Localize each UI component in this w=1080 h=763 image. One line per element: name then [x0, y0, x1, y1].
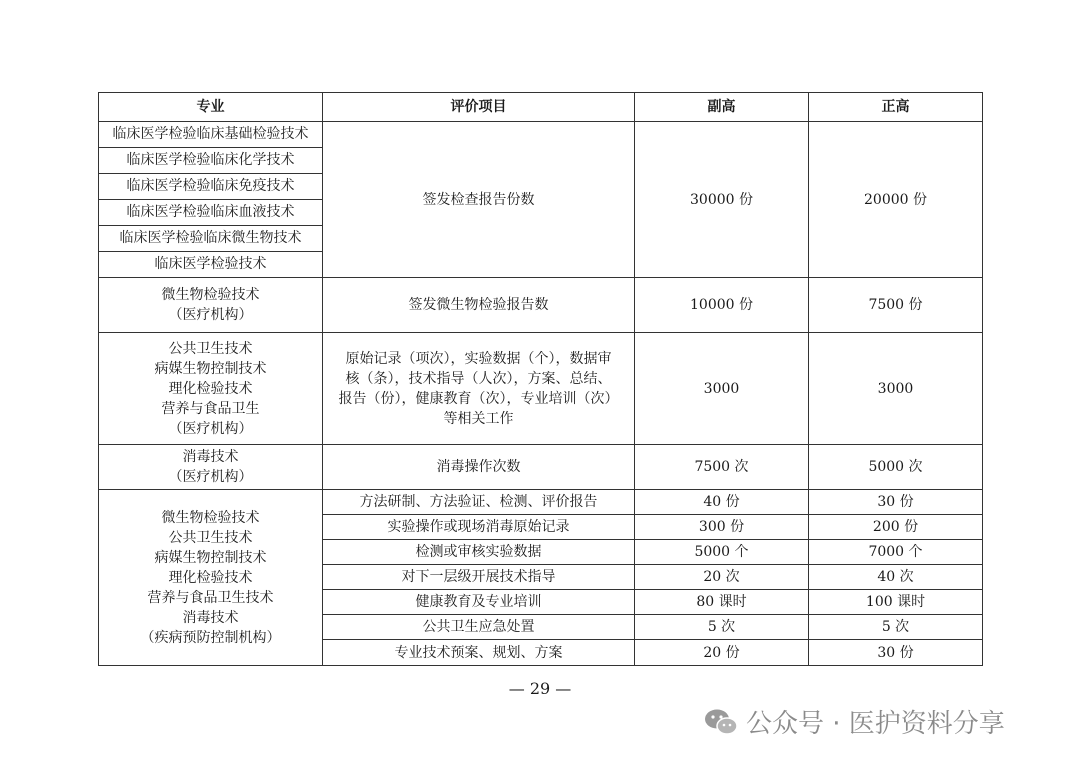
- zhenggao-cell: 7500 份: [809, 278, 983, 333]
- specialty-line: 临床医学检验临床基础检验技术: [99, 122, 322, 148]
- item-cell: 检测或审核实验数据: [323, 540, 635, 565]
- specialty-cell: 微生物检验技术 （医疗机构）: [99, 278, 323, 333]
- item-cell: 专业技术预案、规划、方案: [323, 640, 635, 666]
- item-cell: 签发检查报告份数: [323, 122, 635, 278]
- table-row: [99, 333, 983, 445]
- fugao-cell: 20 份: [635, 640, 809, 666]
- table-header-row: [99, 93, 983, 122]
- table-row: [99, 445, 983, 490]
- evaluation-table: [98, 92, 983, 666]
- specialty-list: [99, 122, 322, 277]
- page-number: — 29 —: [508, 679, 572, 698]
- fugao-cell: 7500 次: [635, 445, 809, 490]
- zhenggao-cell: 7000 个: [809, 540, 983, 565]
- specialty-line: 临床医学检验临床免疫技术: [99, 174, 322, 200]
- item-cell: 实验操作或现场消毒原始记录: [323, 515, 635, 540]
- item-cell: 健康教育及专业培训: [323, 590, 635, 615]
- zhenggao-cell: 40 次: [809, 565, 983, 590]
- specialty-cell: [99, 122, 323, 278]
- zhenggao-cell: 100 课时: [809, 590, 983, 615]
- table-row: [99, 278, 983, 333]
- item-cell: 公共卫生应急处置: [323, 615, 635, 640]
- zhenggao-cell: 5 次: [809, 615, 983, 640]
- specialty-line: 临床医学检验临床血液技术: [99, 200, 322, 226]
- header-specialty: 专业: [99, 93, 323, 122]
- table-row: [99, 122, 983, 278]
- fugao-cell: 5000 个: [635, 540, 809, 565]
- fugao-cell: 3000: [635, 333, 809, 445]
- zhenggao-cell: 30 份: [809, 640, 983, 666]
- zhenggao-cell: 3000: [809, 333, 983, 445]
- specialty-cell: 消毒技术 （医疗机构）: [99, 445, 323, 490]
- specialty-cell: 公共卫生技术 病媒生物控制技术 理化检验技术 营养与食品卫生 （医疗机构）: [99, 333, 323, 445]
- zhenggao-cell: 200 份: [809, 515, 983, 540]
- zhenggao-cell: 5000 次: [809, 445, 983, 490]
- wechat-icon: [704, 708, 738, 736]
- header-zhenggao: 正高: [809, 93, 983, 122]
- item-cell: 方法研制、方法验证、检测、评价报告: [323, 490, 635, 515]
- watermark: [704, 703, 1005, 740]
- item-cell: 签发微生物检验报告数: [323, 278, 635, 333]
- specialty-cell: 微生物检验技术 公共卫生技术 病媒生物控制技术 理化检验技术 营养与食品卫生技术 消毒技术 （疾病预防控制机构）: [99, 490, 323, 666]
- header-item: 评价项目: [323, 93, 635, 122]
- fugao-cell: 80 课时: [635, 590, 809, 615]
- specialty-line: 临床医学检验技术: [154, 256, 267, 272]
- fugao-cell: 10000 份: [635, 278, 809, 333]
- zhenggao-cell: 30 份: [809, 490, 983, 515]
- header-fugao: 副高: [635, 93, 809, 122]
- item-cell: 对下一层级开展技术指导: [323, 565, 635, 590]
- item-cell: 消毒操作次数: [323, 445, 635, 490]
- item-cell: 原始记录（项次），实验数据（个），数据审 核（条），技术指导（人次），方案、总结、 报告（份），健康教育（次），专业培训（次） 等相关工作: [323, 333, 635, 445]
- specialty-line: 临床医学检验临床化学技术: [99, 148, 322, 174]
- fugao-cell: 30000 份: [635, 122, 809, 278]
- watermark-text: 公众号 · 医护资料分享: [746, 709, 1005, 739]
- fugao-cell: 40 份: [635, 490, 809, 515]
- specialty-line: 临床医学检验临床微生物技术: [99, 226, 322, 252]
- table-row: [99, 490, 983, 515]
- fugao-cell: 300 份: [635, 515, 809, 540]
- fugao-cell: 5 次: [635, 615, 809, 640]
- zhenggao-cell: 20000 份: [809, 122, 983, 278]
- fugao-cell: 20 次: [635, 565, 809, 590]
